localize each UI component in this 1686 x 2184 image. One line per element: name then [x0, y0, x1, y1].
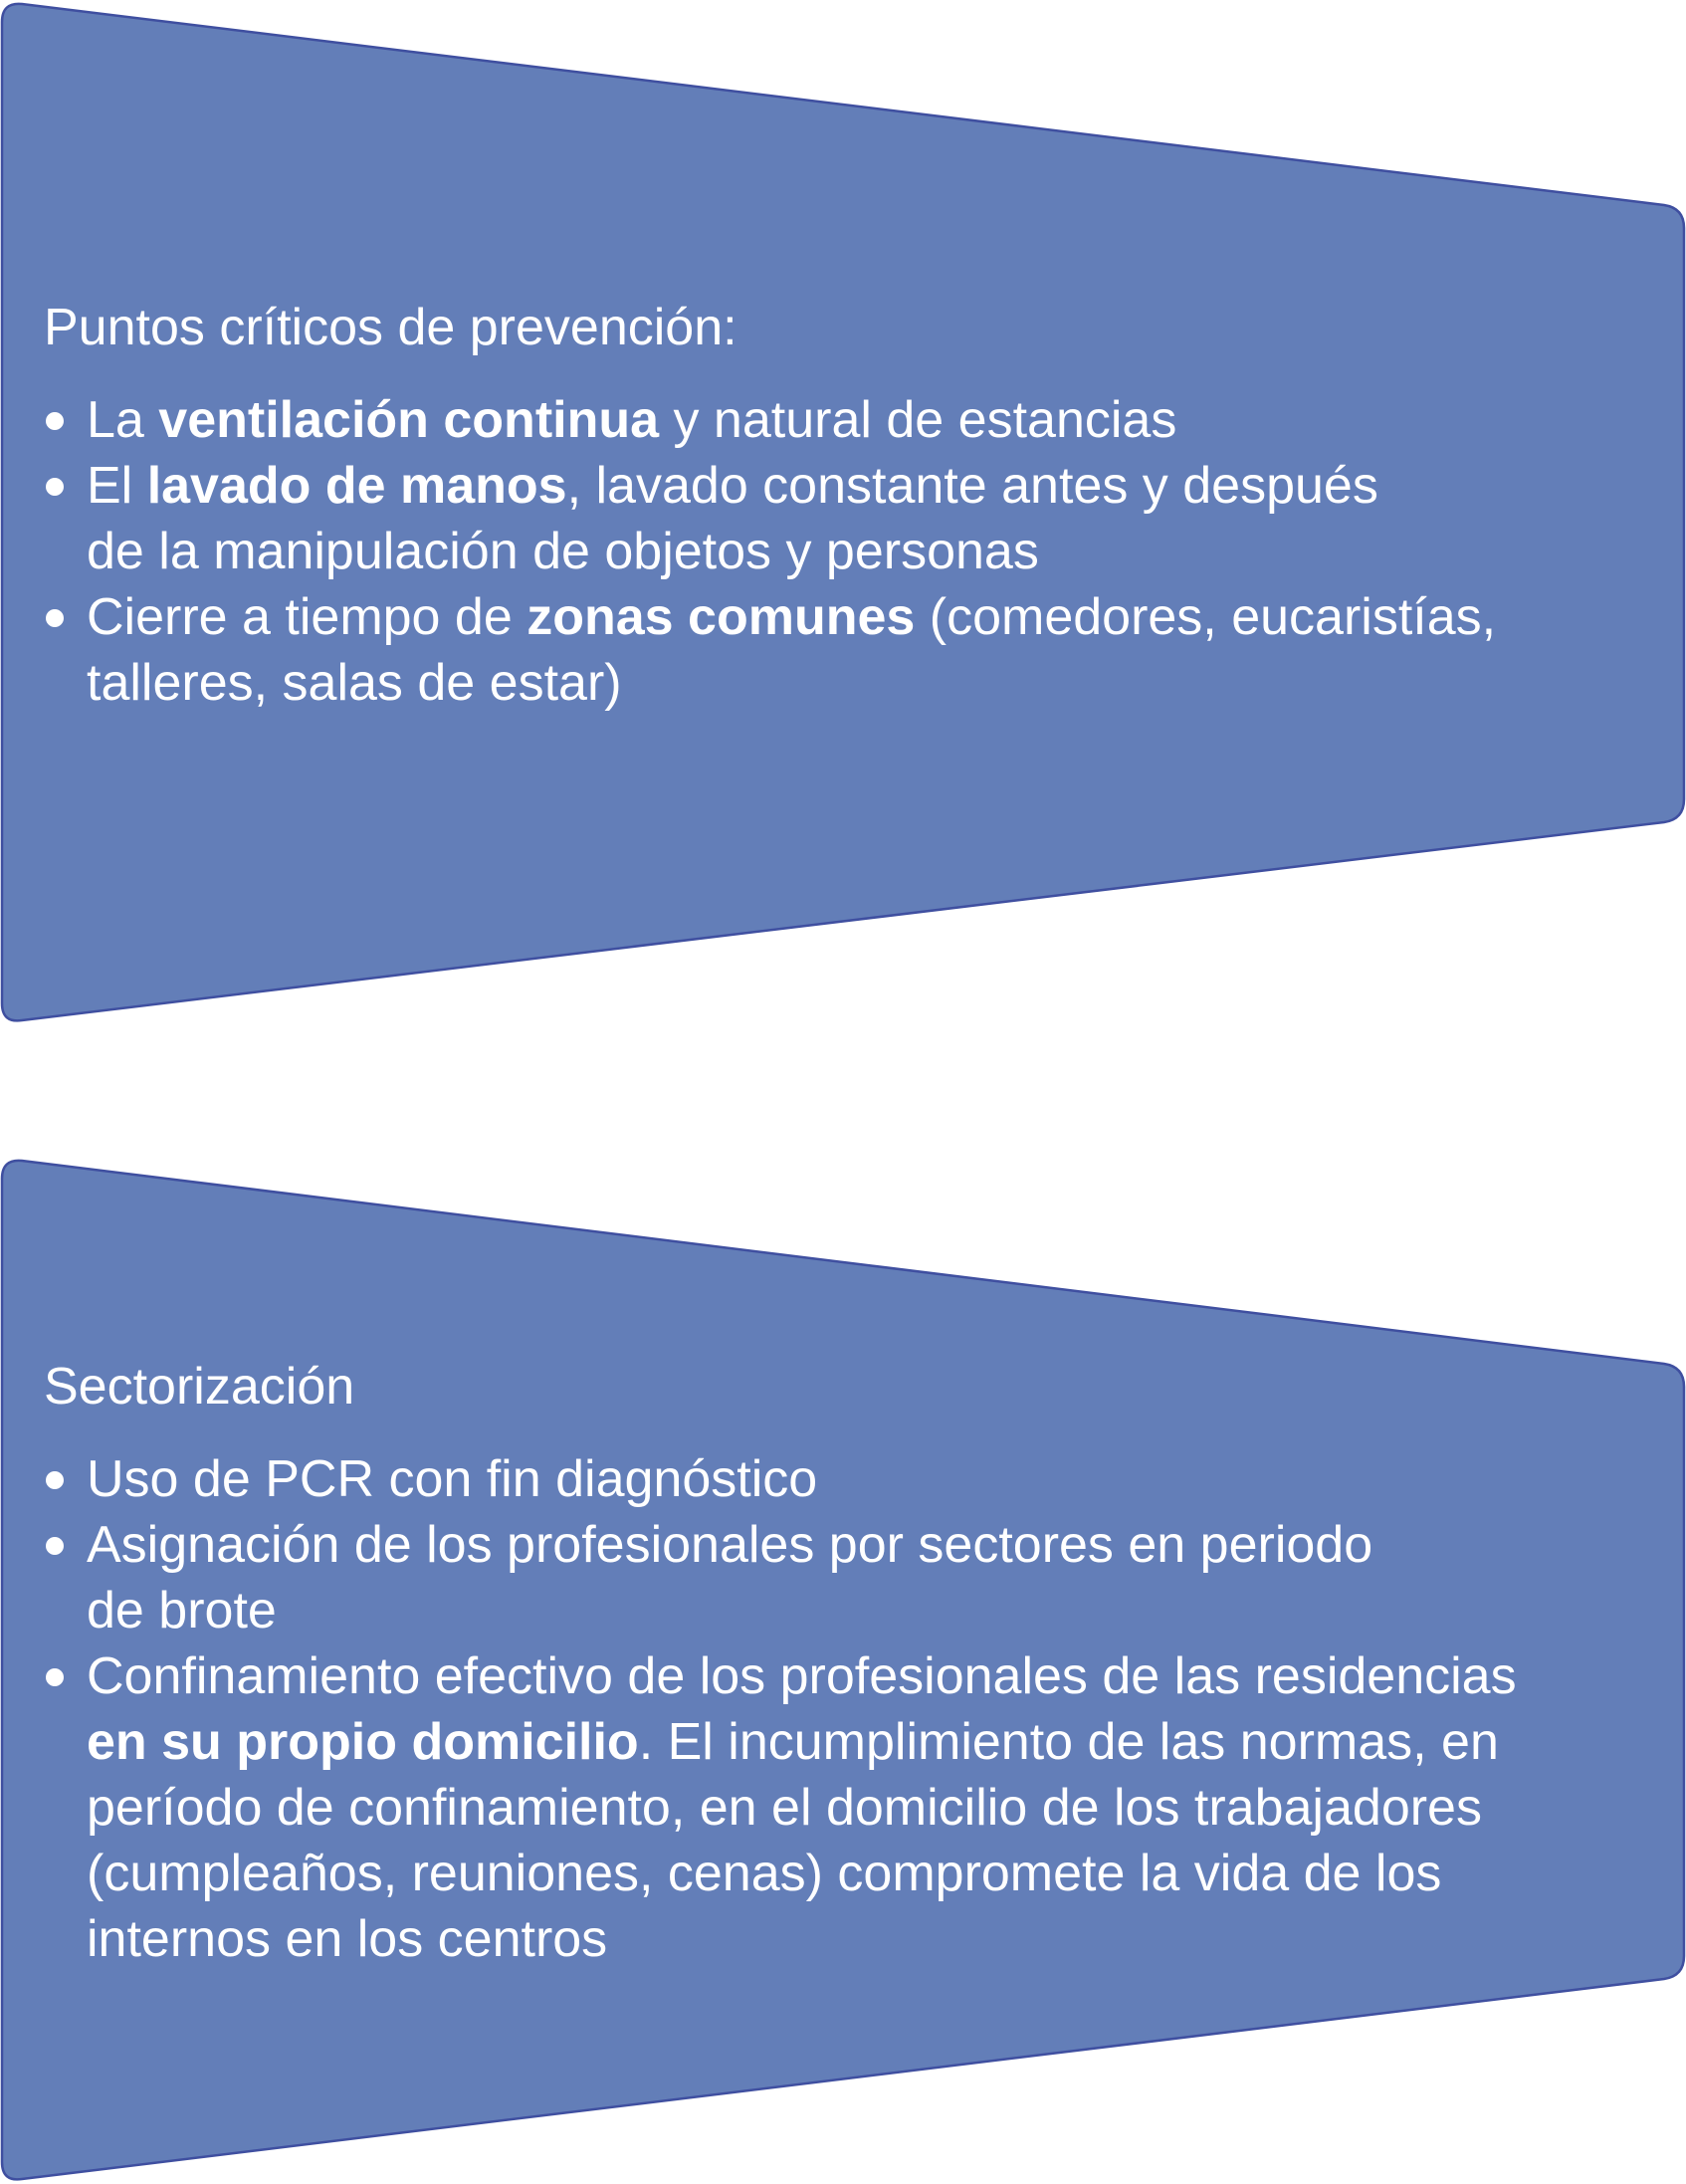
bullet-dot-icon — [46, 1471, 64, 1489]
bullet-text: de la manipulación de objetos y personas — [87, 523, 1039, 580]
sectorization-panel-content — [44, 1354, 1636, 1972]
bullet-text: y natural de estancias — [659, 391, 1177, 449]
bullet-text: de brote — [87, 1582, 277, 1639]
bullet-emphasis-text: ventilación continua — [158, 391, 660, 449]
bullet-item — [44, 1643, 1636, 1972]
bullet-text: (comedores, eucaristías, — [915, 588, 1497, 646]
bullet-text: La — [87, 391, 159, 449]
bullet-emphasis-text: en su propio domicilio — [87, 1713, 639, 1771]
bullet-text: (cumpleaños, reuniones, cenas) compromete la vida de los — [87, 1845, 1442, 1902]
bullet-text: Confinamiento efectivo de los profesionales de las residencias — [87, 1647, 1517, 1705]
prevention-panel-content — [44, 295, 1636, 716]
bullet-item — [44, 1512, 1636, 1643]
prevention-points-panel — [0, 0, 1686, 1025]
bullet-text: internos en los centros — [87, 1910, 608, 1968]
bullet-text: Cierre a tiempo de — [87, 588, 527, 646]
bullet-text: , lavado constante antes y después — [566, 457, 1378, 515]
bullet-text: talleres, salas de estar) — [87, 654, 622, 712]
bullet-item — [44, 387, 1636, 453]
bullet-dot-icon — [46, 1537, 64, 1555]
bullet-dot-icon — [46, 478, 64, 496]
prevention-bullet-list — [44, 387, 1636, 716]
bullet-dot-icon — [46, 412, 64, 430]
bullet-text: período de confinamiento, en el domicilio de los trabajadores — [87, 1779, 1482, 1837]
sectorization-bullet-list — [44, 1446, 1636, 1972]
bullet-item — [44, 453, 1636, 584]
sectorization-panel-title: Sectorización — [44, 1358, 355, 1416]
bullet-emphasis-text: zonas comunes — [527, 588, 916, 646]
bullet-emphasis-text: lavado de manos — [146, 457, 567, 515]
sectorization-panel — [0, 1158, 1686, 2184]
prevention-panel-title: Puntos críticos de prevención: — [44, 299, 738, 356]
bullet-text: El — [87, 457, 147, 515]
bullet-item — [44, 584, 1636, 716]
bullet-text: . El incumplimiento de las normas, en — [638, 1713, 1499, 1771]
bullet-dot-icon — [46, 1668, 64, 1686]
bullet-text: Uso de PCR con fin diagnóstico — [87, 1450, 818, 1508]
bullet-text: Asignación de los profesionales por sectores en periodo — [87, 1516, 1373, 1574]
bullet-dot-icon — [46, 609, 64, 627]
bullet-item — [44, 1446, 1636, 1512]
